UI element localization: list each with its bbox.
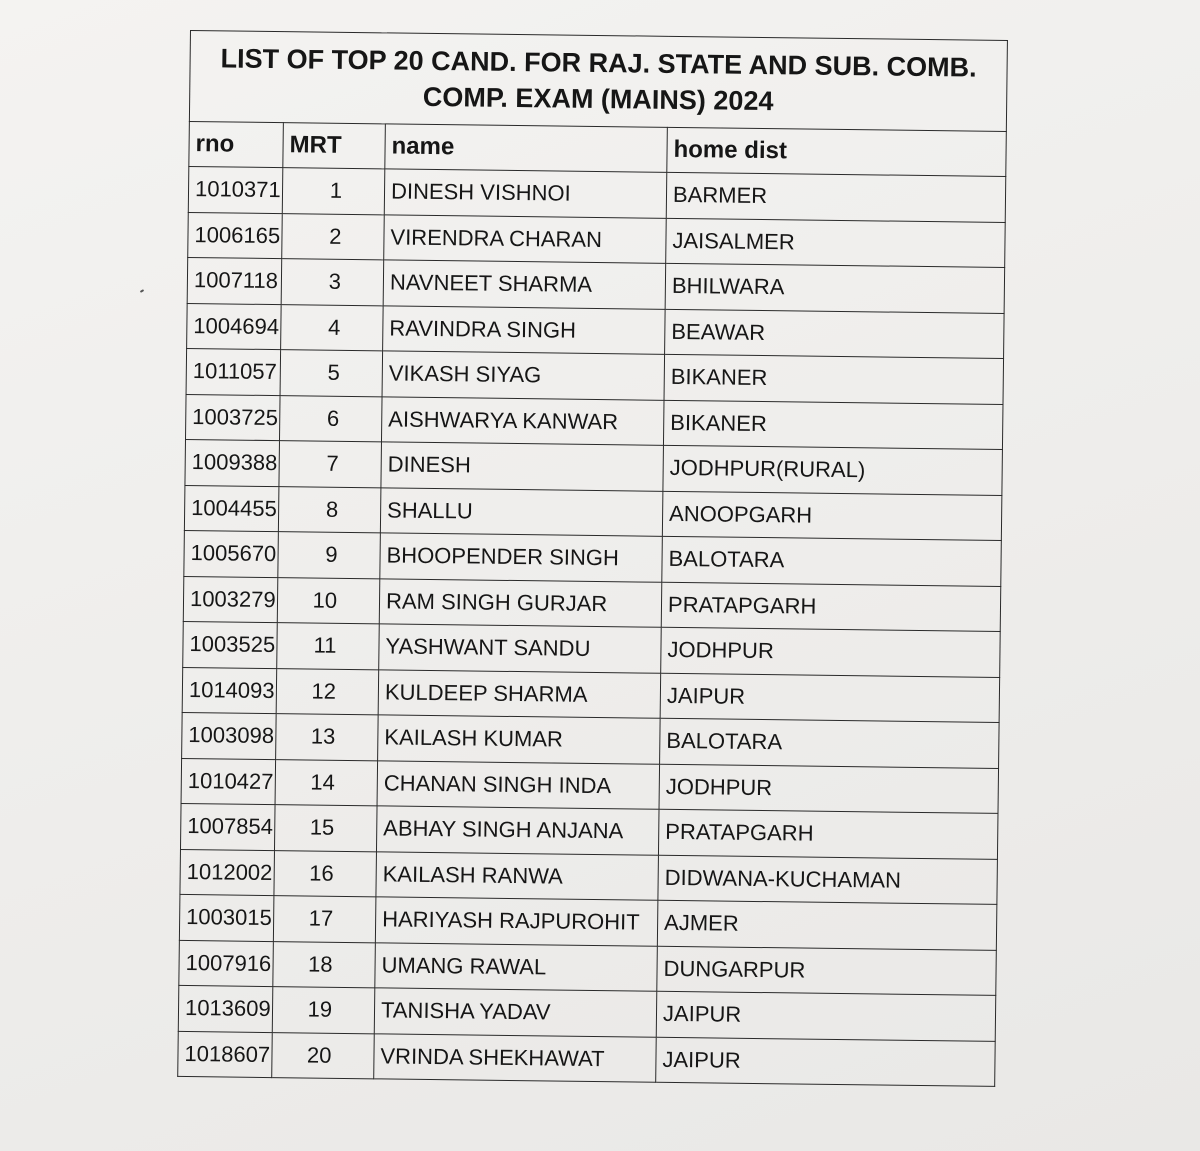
header-mrt: MRT [283,123,386,169]
cell-mrt: 8 [278,486,381,533]
cell-home-dist: BIKANER [664,354,1004,404]
results-sheet [177,30,1010,1087]
cell-mrt: 20 [272,1032,375,1079]
cell-name: VIKASH SIYAG [382,351,665,400]
cell-mrt: 18 [273,941,376,988]
cell-name: UMANG RAWAL [375,942,658,991]
title-row [189,31,1007,132]
cell-home-dist: JAIPUR [656,1037,996,1087]
cell-rno: 1011057 [186,348,281,395]
cell-mrt: 13 [276,714,379,761]
pen-mark [140,289,144,293]
cell-home-dist: BALOTARA [660,718,1000,768]
cell-home-dist: JAISALMER [666,218,1006,268]
cell-home-dist: PRATAPGARH [658,809,998,859]
cell-mrt: 3 [281,259,384,306]
cell-rno: 1006165 [188,212,283,259]
cell-home-dist: BALOTARA [662,536,1002,586]
cell-home-dist: BIKANER [663,400,1003,450]
cell-rno: 1009388 [185,439,280,486]
cell-rno: 1005670 [184,530,279,577]
cell-name: KAILASH RANWA [376,851,659,900]
cell-home-dist: BHILWARA [665,263,1005,313]
cell-mrt: 9 [278,532,381,579]
cell-rno: 1010427 [181,758,276,805]
table-row [178,1031,995,1086]
cell-name: DINESH VISHNOI [384,169,667,218]
cell-rno: 1018607 [178,1031,273,1078]
cell-name: YASHWANT SANDU [379,624,662,673]
cell-rno: 1010371 [188,166,283,213]
cell-name: ABHAY SINGH ANJANA [376,806,659,855]
cell-rno: 1004694 [187,303,282,350]
cell-mrt: 11 [277,623,380,670]
cell-name: KAILASH KUMAR [378,715,661,764]
cell-rno: 1007854 [180,803,275,850]
cell-rno: 1003525 [183,621,278,668]
cell-name: KULDEEP SHARMA [378,669,661,718]
cell-home-dist: JAIPUR [660,673,1000,723]
cell-mrt: 19 [272,987,375,1034]
cell-mrt: 14 [275,759,378,806]
cell-rno: 1012002 [180,849,275,896]
cell-rno: 1004455 [184,485,279,532]
title-line-1: LIST OF TOP 20 CAND. FOR RAJ. STATE AND SUB. COMB. [220,43,977,83]
cell-home-dist: DIDWANA-KUCHAMAN [658,855,998,905]
cell-name: VRINDA SHEKHAWAT [374,1033,657,1082]
cell-mrt: 2 [282,213,385,260]
cell-mrt: 1 [282,168,385,215]
cell-name: TANISHA YADAV [374,988,657,1037]
cell-mrt: 15 [274,805,377,852]
cell-mrt: 5 [280,350,383,397]
cell-rno: 1013609 [178,985,273,1032]
cell-home-dist: JODHPUR [661,627,1001,677]
cell-name: NAVNEET SHARMA [383,260,666,309]
cell-rno: 1007916 [179,940,274,987]
candidate-table [177,30,1008,1087]
cell-name: BHOOPENDER SINGH [380,533,663,582]
header-home-dist: home dist [667,127,1007,176]
header-rno: rno [189,121,284,167]
cell-name: SHALLU [380,487,663,536]
cell-home-dist: AJMER [657,900,997,950]
table-title [189,31,1007,132]
cell-home-dist: PRATAPGARH [661,582,1001,632]
cell-home-dist: ANOOPGARH [662,491,1002,541]
cell-mrt: 16 [274,850,377,897]
cell-home-dist: JODHPUR(RURAL) [663,445,1003,495]
cell-home-dist: JAIPUR [656,991,996,1041]
cell-name: CHANAN SINGH INDA [377,760,660,809]
cell-rno: 1007118 [187,257,282,304]
cell-rno: 1003098 [182,712,277,759]
cell-name: HARIYASH RAJPUROHIT [375,897,658,946]
cell-home-dist: BEAWAR [665,309,1005,359]
cell-mrt: 12 [276,668,379,715]
cell-name: RAM SINGH GURJAR [379,578,662,627]
cell-name: VIRENDRA CHARAN [384,214,667,263]
cell-name: DINESH [381,442,664,491]
cell-rno: 1014093 [182,667,277,714]
cell-mrt: 17 [273,896,376,943]
cell-home-dist: DUNGARPUR [657,946,997,996]
cell-mrt: 6 [279,395,382,442]
cell-home-dist: JODHPUR [659,764,999,814]
cell-mrt: 10 [277,577,380,624]
cell-mrt: 4 [281,304,384,351]
cell-home-dist: BARMER [666,172,1006,222]
cell-mrt: 7 [279,441,382,488]
cell-rno: 1003725 [185,394,280,441]
cell-rno: 1003015 [179,894,274,941]
cell-rno: 1003279 [183,576,278,623]
header-name: name [385,124,668,172]
title-line-2: COMP. EXAM (MAINS) 2024 [422,81,774,117]
table-body [178,166,1006,1086]
cell-name: AISHWARYA KANWAR [381,396,664,445]
cell-name: RAVINDRA SINGH [383,305,666,354]
